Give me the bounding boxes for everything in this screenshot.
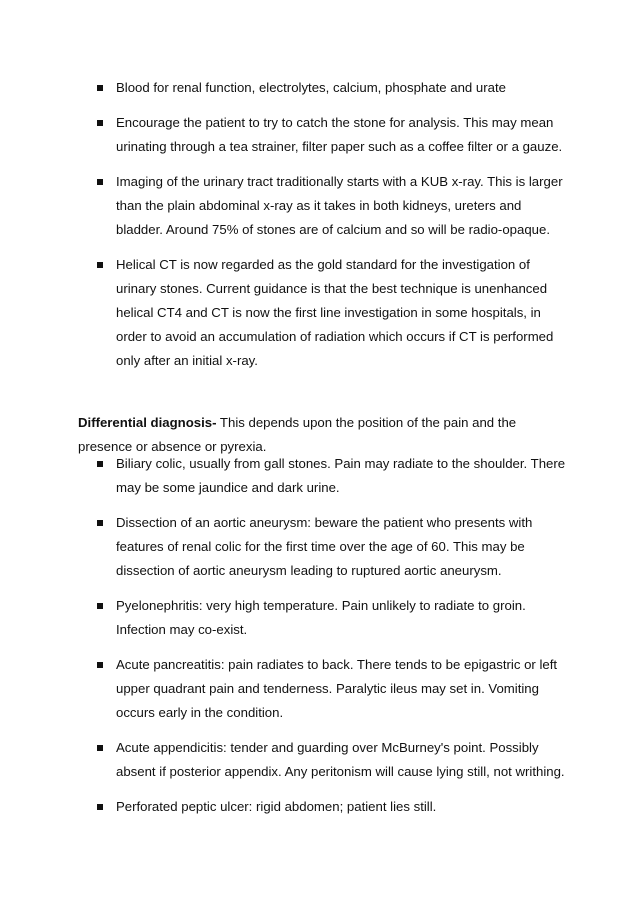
square-bullet-icon xyxy=(97,262,103,268)
list-item-text: Perforated peptic ulcer: rigid abdomen; patient lies still. xyxy=(116,799,437,814)
differential-list xyxy=(0,452,638,830)
list-item-text: Acute appendicitis: tender and guarding over McBurney's point. Possibly absent if posterior appendix. Any peritonism will cause lying still, not writhing. xyxy=(116,740,565,779)
list-item xyxy=(0,452,638,500)
list-item-text: Helical CT is now regarded as the gold standard for the investigation of urinary stones. Current guidance is that the best technique is unenhanced helical CT4 and CT is now the first line investigation in some hospitals, in order to avoid an accumulation of radiation which occurs if CT is performed only after an initial x-ray. xyxy=(116,257,554,368)
list-item xyxy=(0,736,638,784)
list-item-text: Dissection of an aortic aneurysm: beware the patient who presents with features of renal colic for the first time over the age of 60. This may be dissection of aortic aneurysm leading to ruptured aortic aneurysm. xyxy=(116,515,533,578)
list-item xyxy=(0,76,638,100)
list-item xyxy=(0,594,638,642)
list-item-text: Blood for renal function, electrolytes, calcium, phosphate and urate xyxy=(116,80,506,95)
list-item-text: Pyelonephritis: very high temperature. Pain unlikely to radiate to groin. Infection may co-exist. xyxy=(116,598,526,637)
square-bullet-icon xyxy=(97,745,103,751)
square-bullet-icon xyxy=(97,603,103,609)
list-item-text: Imaging of the urinary tract traditionally starts with a KUB x-ray. This is larger than the plain abdominal x-ray as it takes in both kidneys, ureters and bladder. Around 75% of stones are of calcium and so will be radio-opaque. xyxy=(116,174,563,237)
list-item-text: Biliary colic, usually from gall stones. Pain may radiate to the shoulder. There may be some jaundice and dark urine. xyxy=(116,456,566,495)
list-item xyxy=(0,253,638,373)
list-item xyxy=(0,795,638,819)
square-bullet-icon xyxy=(97,179,103,185)
list-item-text: Encourage the patient to try to catch the stone for analysis. This may mean urinating through a tea strainer, filter paper such as a coffee filter or a gauze. xyxy=(116,115,563,154)
list-item xyxy=(0,170,638,242)
list-item xyxy=(0,653,638,725)
square-bullet-icon xyxy=(97,85,103,91)
square-bullet-icon xyxy=(97,662,103,668)
investigations-list xyxy=(0,76,638,384)
square-bullet-icon xyxy=(97,120,103,126)
square-bullet-icon xyxy=(97,520,103,526)
differential-diagnosis-heading: Differential diagnosis- xyxy=(78,415,217,431)
square-bullet-icon xyxy=(97,804,103,810)
differential-diagnosis-intro: This depends upon the position of the pain and the presence or absence or pyrexia. xyxy=(78,415,517,455)
list-item xyxy=(0,111,638,159)
list-item xyxy=(0,511,638,583)
square-bullet-icon xyxy=(97,461,103,467)
list-item-text: Acute pancreatitis: pain radiates to back. There tends to be epigastric or left upper quadrant pain and tenderness. Paralytic ileus may set in. Vomiting occurs early in the condition. xyxy=(116,657,558,720)
